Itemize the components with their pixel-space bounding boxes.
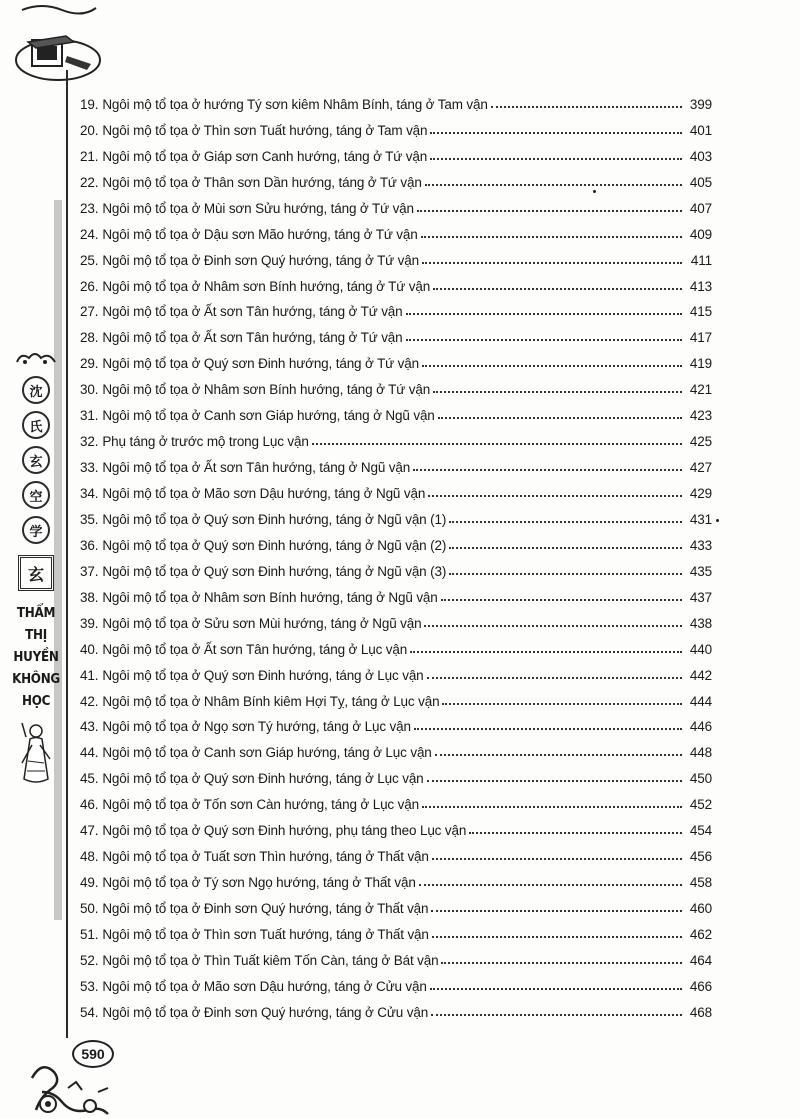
toc-leader-dots	[491, 106, 682, 108]
toc-entry-number: 29.	[80, 356, 99, 372]
toc-entry-title: Ngôi mộ tổ tọa ở Nhâm sơn Bính hướng, táng ở Tứ vận	[102, 278, 431, 294]
toc-entry-page: 460	[689, 901, 712, 916]
toc-leader-dots	[431, 910, 682, 912]
toc-leader-dots	[433, 391, 682, 393]
toc-entry	[80, 864, 712, 890]
toc-leader-dots	[430, 988, 682, 990]
side-title-line: THẨM	[16, 606, 56, 621]
toc-entry	[80, 916, 712, 942]
toc-entry-number: 30.	[80, 382, 99, 398]
page-number: 590	[72, 1040, 114, 1068]
toc-entry	[80, 501, 712, 527]
toc-entry-number: 49.	[80, 875, 99, 891]
toc-entry-page: 446	[689, 719, 712, 735]
toc-entry-title: Ngôi mộ tổ tọa ở hướng Tý sơn kiêm Nhâm Bính, táng ở Tam vận	[102, 96, 488, 112]
toc-entry	[80, 112, 712, 138]
toc-entry-title: Ngôi mộ tổ tọa ở Nhâm sơn Bính hướng, táng ở Ngũ vận	[102, 589, 438, 605]
print-speck	[593, 190, 596, 193]
toc-entry-title: Ngôi mộ tổ tọa ở Tuất sơn Thìn hướng, táng ở Thất vận	[102, 849, 429, 865]
toc-entry-title: Ngôi mộ tổ tọa ở Ất sơn Tân hướng, táng ở Lục vận	[102, 641, 408, 657]
toc-entry	[80, 968, 712, 994]
toc-entry-page: 423	[689, 408, 712, 424]
seal-char-3: 玄	[22, 446, 50, 474]
toc-entry	[80, 760, 712, 786]
toc-entry-title: Ngôi mộ tổ tọa ở Dậu sơn Mão hướng, táng ở Tứ vận	[102, 226, 418, 242]
toc-leader-dots	[406, 339, 682, 341]
toc-entry-page: 419	[689, 356, 712, 372]
toc-entry-number: 25.	[80, 252, 99, 268]
toc-leader-dots	[441, 962, 682, 964]
toc-entry-number: 35.	[80, 511, 99, 527]
toc-entry	[80, 423, 712, 449]
toc-entry	[80, 553, 712, 579]
toc-entry-title: Phụ táng ở trước mộ trong Lục vận	[102, 434, 309, 450]
toc-entry-number: 26.	[80, 278, 99, 294]
toc-entry-title: Ngôi mộ tổ tọa ở Thân sơn Dần hướng, táng ở Tứ vận	[102, 174, 422, 190]
toc-entry-page: 437	[689, 589, 712, 605]
toc-entry	[80, 319, 712, 345]
toc-entry-title: Ngôi mộ tổ tọa ở Quý sơn Đinh hướng, táng ở Ngũ vận (1)	[102, 511, 447, 527]
toc-entry	[80, 294, 712, 320]
toc-entry	[80, 138, 712, 164]
print-speck	[716, 519, 719, 522]
toc-entry-number: 32.	[80, 434, 99, 450]
toc-entry	[80, 397, 712, 423]
toc-entry-number: 27.	[80, 304, 99, 320]
toc-entry-number: 45.	[80, 771, 99, 787]
toc-entry-page: 464	[689, 952, 712, 968]
toc-leader-dots	[312, 443, 682, 445]
toc-entry	[80, 786, 712, 812]
toc-entry-page: 417	[689, 330, 712, 346]
toc-entry-title: Ngôi mộ tổ tọa ở Ất sơn Tân hướng, táng ở Ngũ vận	[102, 460, 411, 476]
toc-entry	[80, 994, 712, 1020]
toc-leader-dots	[435, 754, 682, 756]
toc-leader-dots	[424, 625, 682, 627]
side-title	[12, 603, 60, 713]
toc-entry-number: 24.	[80, 226, 99, 242]
toc-entry-page: 442	[689, 667, 712, 683]
toc-leader-dots	[469, 832, 682, 834]
toc-entry-page: 401	[689, 122, 712, 138]
toc-entry-page: 468	[689, 1004, 712, 1020]
toc-entry-title: Ngôi mộ tổ tọa ở Quý sơn Đinh hướng, phụ táng theo Lục vận	[102, 823, 467, 839]
toc-leader-dots	[421, 236, 682, 238]
toc-entry	[80, 345, 712, 371]
toc-entry-number: 44.	[80, 745, 99, 761]
toc-entry-page: 409	[689, 226, 712, 242]
toc-entry	[80, 890, 712, 916]
toc-entry-title: Ngôi mộ tổ tọa ở Quý sơn Đinh hướng, táng ở Tứ vận	[102, 356, 419, 372]
toc-entry-title: Ngôi mộ tổ tọa ở Đinh sơn Quý hướng, táng ở Cửu vận	[102, 1004, 429, 1020]
toc-entry-number: 46.	[80, 797, 99, 813]
toc-entry-title: Ngôi mộ tổ tọa ở Quý sơn Đinh hướng, táng ở Lục vận	[102, 667, 424, 683]
toc-entry-page: 405	[689, 174, 712, 190]
toc-entry-title: Ngôi mộ tổ tọa ở Giáp sơn Canh hướng, táng ở Tứ vận	[102, 148, 428, 164]
toc-entry-page: 429	[689, 486, 712, 501]
toc-leader-dots	[430, 132, 682, 134]
toc-entry-page: 407	[689, 200, 712, 216]
toc-leader-dots	[430, 158, 682, 160]
lantern-emblem-icon	[12, 2, 102, 84]
toc-leader-dots	[422, 806, 682, 808]
toc-leader-dots	[422, 262, 682, 264]
toc-entry-title: Ngôi mộ tổ tọa ở Ất sơn Tân hướng, táng ở Tứ vận	[102, 304, 403, 320]
toc-entry-title: Ngôi mộ tổ tọa ở Sửu sơn Mùi hướng, táng ở Ngũ vận	[102, 615, 422, 631]
toc-entry-page: 403	[689, 148, 712, 164]
toc-entry-number: 33.	[80, 460, 99, 476]
toc-entry-number: 21.	[80, 148, 99, 164]
toc-entry	[80, 216, 712, 242]
toc-entry-page: 425	[689, 434, 712, 450]
toc-entry-number: 40.	[80, 641, 99, 657]
toc-entry	[80, 812, 712, 838]
toc-entry-title: Ngôi mộ tổ tọa ở Canh sơn Giáp hướng, táng ở Lục vận	[102, 745, 432, 761]
toc-leader-dots	[406, 313, 682, 315]
toc-entry-number: 23.	[80, 200, 99, 216]
toc-entry-number: 20.	[80, 122, 99, 138]
toc-entry	[80, 242, 712, 268]
toc-entry-page: 399	[689, 96, 712, 112]
table-of-contents	[80, 86, 712, 1020]
toc-entry	[80, 527, 712, 553]
side-title-line: THỊ	[25, 628, 47, 643]
toc-entry-page: 458	[689, 875, 712, 891]
toc-leader-dots	[410, 651, 682, 653]
square-seal: 玄	[18, 555, 54, 591]
toc-entry-page: 415	[689, 304, 712, 320]
toc-entry-title: Ngôi mộ tổ tọa ở Quý sơn Đinh hướng, táng ở Lục vận	[102, 771, 424, 787]
toc-entry-number: 42.	[80, 693, 99, 709]
toc-entry-number: 47.	[80, 823, 99, 839]
toc-entry-page: 450	[689, 771, 712, 787]
toc-entry-page: 448	[689, 745, 712, 761]
side-column	[10, 350, 62, 791]
toc-entry-number: 28.	[80, 330, 99, 346]
toc-entry-number: 39.	[80, 615, 99, 631]
toc-entry	[80, 838, 712, 864]
toc-leader-dots	[417, 210, 682, 212]
toc-entry	[80, 475, 712, 501]
toc-entry-page: 427	[689, 460, 712, 476]
toc-entry	[80, 683, 712, 709]
toc-entry-title: Ngôi mộ tổ tọa ở Nhâm Bính kiêm Hợi Tỵ, táng ở Lục vận	[102, 693, 440, 709]
toc-leader-dots	[432, 858, 682, 860]
toc-entry-number: 34.	[80, 486, 99, 501]
toc-entry-page: 440	[689, 641, 712, 657]
sage-figure-icon	[16, 721, 56, 791]
toc-entry	[80, 942, 712, 968]
toc-entry-page: 466	[689, 978, 712, 994]
seal-char-2: 氏	[22, 411, 50, 439]
toc-entry-title: Ngôi mộ tổ tọa ở Mão sơn Dậu hướng, táng ở Cửu vận	[102, 978, 427, 994]
toc-entry-page: 411	[690, 252, 712, 268]
toc-entry-title: Ngôi mộ tổ tọa ở Mùi sơn Sửu hướng, táng ở Tứ vận	[102, 200, 414, 216]
toc-entry-page: 462	[689, 926, 712, 942]
toc-entry	[80, 268, 712, 294]
toc-leader-dots	[428, 495, 682, 497]
toc-entry-number: 52.	[80, 952, 99, 968]
toc-leader-dots	[413, 469, 682, 471]
toc-entry-number: 54.	[80, 1004, 99, 1020]
toc-entry-title: Ngôi mộ tổ tọa ở Đinh sơn Quý hướng, táng ở Thất vận	[102, 901, 429, 916]
toc-leader-dots	[449, 573, 682, 575]
toc-entry	[80, 449, 712, 475]
toc-entry-number: 50.	[80, 901, 99, 916]
toc-entry-page: 454	[689, 823, 712, 839]
toc-leader-dots	[433, 288, 682, 290]
toc-entry-page: 431	[689, 511, 712, 527]
seal-char-1: 沈	[22, 376, 50, 404]
toc-entry-title: Ngôi mộ tổ tọa ở Quý sơn Đinh hướng, táng ở Ngũ vận (2)	[102, 537, 447, 553]
toc-entry-title: Ngôi mộ tổ tọa ở Tốn sơn Càn hướng, táng ở Lục vận	[102, 797, 419, 813]
toc-entry-title: Ngôi mộ tổ tọa ở Ất sơn Tân hướng, táng ở Tứ vận	[102, 330, 403, 346]
toc-entry	[80, 371, 712, 397]
toc-entry-page: 413	[689, 278, 712, 294]
toc-entry-title: Ngôi mộ tổ tọa ở Thìn Tuất kiêm Tốn Càn, táng ở Bát vận	[102, 952, 439, 968]
toc-entry	[80, 579, 712, 605]
toc-entry-title: Ngôi mộ tổ tọa ở Ngọ sơn Tý hướng, táng ở Lục vận	[102, 719, 411, 735]
toc-entry-number: 48.	[80, 849, 99, 865]
toc-entry-page: 452	[689, 797, 712, 813]
toc-leader-dots	[427, 780, 682, 782]
toc-entry-number: 37.	[80, 563, 99, 579]
toc-entry	[80, 605, 712, 631]
side-title-line: HUYỀN	[13, 650, 59, 665]
seal-char-4: 空	[22, 481, 50, 509]
toc-leader-dots	[414, 728, 682, 730]
toc-entry-page: 456	[689, 849, 712, 865]
toc-entry	[80, 657, 712, 683]
toc-entry-number: 43.	[80, 719, 99, 735]
toc-entry	[80, 86, 712, 112]
toc-entry-title: Ngôi mộ tổ tọa ở Thìn sơn Tuất hướng, táng ở Tam vận	[102, 122, 428, 138]
toc-entry-title: Ngôi mộ tổ tọa ở Nhâm sơn Bính hướng, táng ở Tứ vận	[102, 382, 431, 398]
toc-entry-number: 36.	[80, 537, 99, 553]
toc-entry-number: 41.	[80, 667, 99, 683]
toc-entry-title: Ngôi mộ tổ tọa ở Đinh sơn Quý hướng, táng ở Tứ vận	[102, 252, 419, 268]
toc-entry-title: Ngôi mộ tổ tọa ở Thìn sơn Tuất hướng, táng ở Thất vận	[102, 926, 429, 942]
toc-entry-number: 38.	[80, 589, 99, 605]
cloud-ornament-icon	[13, 350, 59, 368]
toc-leader-dots	[431, 1014, 682, 1016]
side-title-line: KHÔNG	[12, 672, 60, 687]
toc-entry-number: 19.	[80, 96, 99, 112]
toc-entry-number: 51.	[80, 926, 99, 942]
toc-entry-page: 435	[689, 563, 712, 579]
toc-entry	[80, 734, 712, 760]
toc-leader-dots	[425, 184, 682, 186]
toc-leader-dots	[449, 547, 682, 549]
toc-entry	[80, 709, 712, 735]
toc-entry-number: 22.	[80, 174, 99, 190]
toc-leader-dots	[449, 521, 682, 523]
toc-entry	[80, 631, 712, 657]
side-title-line: HỌC	[21, 694, 51, 709]
toc-entry-number: 31.	[80, 408, 99, 424]
toc-entry-page: 438	[689, 615, 712, 631]
toc-entry	[80, 164, 712, 190]
toc-leader-dots	[422, 365, 682, 367]
toc-entry-page: 444	[689, 693, 712, 709]
toc-leader-dots	[438, 417, 682, 419]
toc-leader-dots	[432, 936, 682, 938]
toc-entry-title: Ngôi mộ tổ tọa ở Canh sơn Giáp hướng, táng ở Ngũ vận	[102, 408, 435, 424]
page-number-badge	[64, 1036, 124, 1076]
toc-leader-dots	[427, 677, 682, 679]
seal-char-5: 学	[22, 516, 50, 544]
toc-leader-dots	[441, 599, 682, 601]
toc-entry-title: Ngôi mộ tổ tọa ở Quý sơn Đinh hướng, táng ở Ngũ vận (3)	[102, 563, 447, 579]
toc-entry-page: 433	[689, 537, 712, 553]
toc-leader-dots	[442, 703, 682, 705]
toc-leader-dots	[419, 884, 682, 886]
toc-entry-number: 53.	[80, 978, 99, 994]
toc-entry	[80, 190, 712, 216]
toc-entry-page: 421	[689, 382, 712, 398]
margin-rule	[66, 70, 68, 1038]
toc-entry-title: Ngôi mộ tổ tọa ở Tý sơn Ngọ hướng, táng ở Thất vận	[102, 875, 416, 891]
toc-entry-title: Ngôi mộ tổ tọa ở Mão sơn Dậu hướng, táng ở Ngũ vận	[102, 486, 426, 501]
